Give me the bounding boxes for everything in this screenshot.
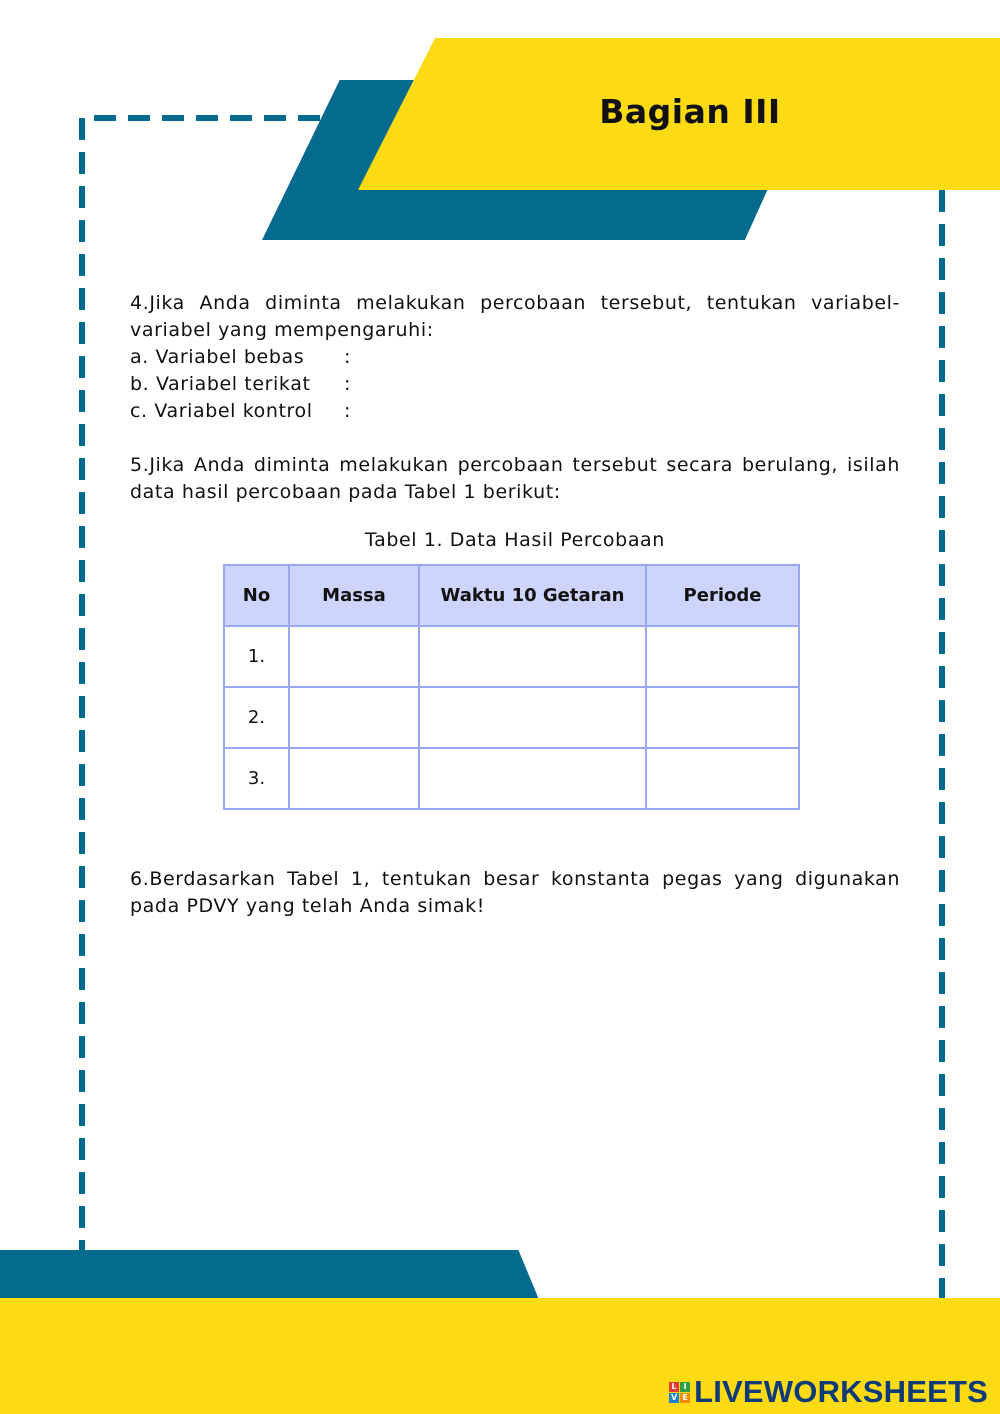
brand-text: LIVEWORKSHEETS: [694, 1374, 988, 1409]
page-title: Bagian III: [599, 92, 781, 131]
logo-letter: E: [680, 1393, 690, 1403]
variable-label: b. Variabel terikat: [130, 373, 311, 395]
table-row: [224, 748, 799, 809]
cell-massa-input[interactable]: [289, 748, 419, 809]
variable-separator: :: [344, 346, 352, 368]
table-caption: Tabel 1. Data Hasil Percobaan: [365, 529, 665, 551]
logo-letter: V: [671, 1392, 678, 1402]
liveworksheets-brand[interactable]: [669, 1374, 988, 1410]
header-periode: Periode: [646, 565, 799, 626]
table-row: [224, 687, 799, 748]
data-table: [223, 564, 800, 810]
cell-periode-input[interactable]: [646, 748, 799, 809]
variable-item-bebas: [130, 344, 900, 371]
logo-letter: I: [680, 1382, 690, 1392]
variable-separator: :: [344, 373, 352, 395]
liveworksheets-logo-icon: [669, 1382, 690, 1403]
cell-no: 1.: [224, 626, 289, 687]
variable-label: a. Variabel bebas: [130, 346, 305, 368]
questions-section: [130, 290, 900, 506]
cell-periode-input[interactable]: [646, 687, 799, 748]
table-row: [224, 626, 799, 687]
variable-label: c. Variabel kontrol: [130, 400, 313, 422]
cell-no: 3.: [224, 748, 289, 809]
table-header-row: [224, 565, 799, 626]
header-massa: Massa: [289, 565, 419, 626]
variable-item-kontrol: [130, 398, 900, 425]
header-waktu: Waktu 10 Getaran: [419, 565, 646, 626]
cell-periode-input[interactable]: [646, 626, 799, 687]
question-6: 6.Berdasarkan Tabel 1, tentukan besar konstanta pegas yang digunakan pada PDVY yang telah Anda simak!: [130, 868, 900, 917]
footer-blue-shape: [0, 1250, 540, 1302]
cell-no: 2.: [224, 687, 289, 748]
question-5: 5.Jika Anda diminta melakukan percobaan tersebut secara berulang, isilah data hasil percobaan pada Tabel 1 berikut:: [130, 454, 900, 503]
variable-item-terikat: [130, 371, 900, 398]
cell-waktu-input[interactable]: [419, 626, 646, 687]
cell-waktu-input[interactable]: [419, 687, 646, 748]
logo-letter: L: [669, 1382, 679, 1392]
cell-waktu-input[interactable]: [419, 748, 646, 809]
variable-separator: :: [344, 400, 352, 422]
question-4: 4.Jika Anda diminta melakukan percobaan tersebut, tentukan variabel-variabel yang mempengaruhi:: [130, 292, 900, 341]
cell-massa-input[interactable]: [289, 687, 419, 748]
header-no: No: [224, 565, 289, 626]
cell-massa-input[interactable]: [289, 626, 419, 687]
